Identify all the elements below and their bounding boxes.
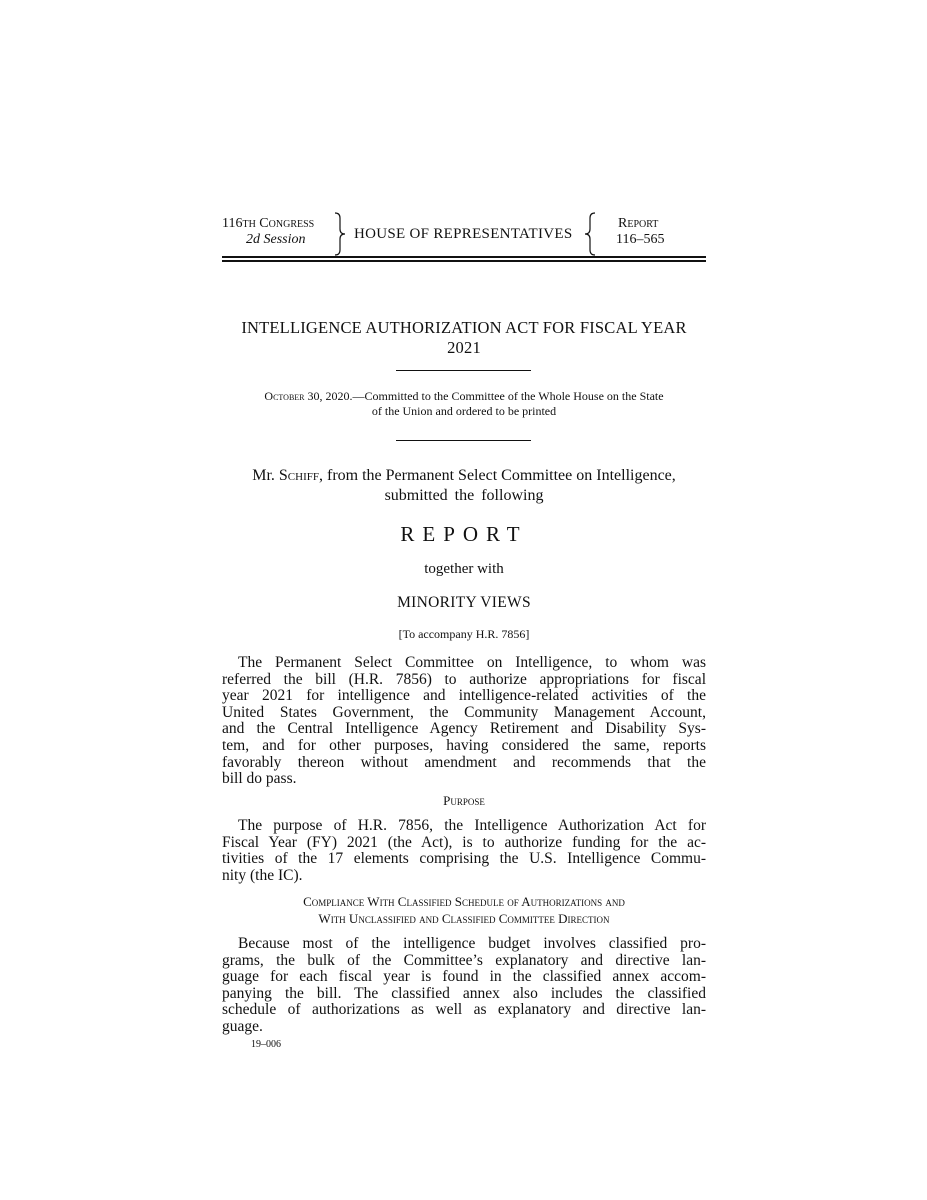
document-title	[222, 318, 706, 358]
footer-code: 19–006	[251, 1039, 281, 1050]
intro-line-2: submitted the following	[384, 487, 544, 504]
report-number: 116–565	[616, 232, 665, 247]
accompany-note: [To accompany H.R. 7856]	[398, 627, 530, 641]
title-rule	[396, 370, 531, 371]
header-rule-bottom	[222, 260, 706, 262]
paragraph-line: panying the bill. The classified annex also includes the classified	[222, 984, 706, 1002]
member-name: Schiff	[278, 467, 319, 484]
paragraph-line: United States Government, the Community Management Account,	[222, 703, 706, 721]
paragraph-line: favorably thereon without amendment and recommends that the	[222, 753, 706, 771]
paragraph-line: and the Central Intelligence Agency Retirement and Disability Sys-	[222, 720, 706, 738]
title-line-2: 2021	[447, 338, 481, 357]
intro-line-1-rest: , from the Permanent Select Committee on Intelligence,	[318, 467, 676, 484]
paragraph-3	[222, 936, 706, 1036]
chamber-label: HOUSE OF REPRESENTATIVES	[354, 226, 573, 242]
paragraph-line: year 2021 for intelligence and intelligence-related activities of the	[222, 687, 706, 705]
paragraph-line: The Permanent Select Committee on Intelligence, to whom was	[238, 654, 706, 671]
congress-label: 116th Congress	[222, 216, 315, 231]
left-brace-icon	[584, 212, 596, 256]
together-with: together with	[424, 561, 504, 577]
right-brace-icon	[334, 212, 346, 256]
paragraph-line: guage.	[222, 1017, 263, 1035]
paragraph-line: tem, and for other purposes, having considered the same, reports	[222, 736, 706, 754]
paragraph-line: bill do pass.	[222, 770, 297, 788]
paragraph-line: grams, the bulk of the Committee’s explanatory and directive lan-	[222, 951, 706, 969]
date-rule	[396, 440, 531, 441]
title-line-1: INTELLIGENCE AUTHORIZATION ACT FOR FISCAL YEAR	[241, 318, 687, 337]
session-label: 2d Session	[246, 232, 306, 247]
committal-note	[222, 389, 706, 419]
header-rule-top	[222, 256, 706, 258]
report-heading: REPORT	[400, 522, 528, 546]
minority-views: MINORITY VIEWS	[397, 594, 531, 611]
report-label: Report	[618, 216, 659, 231]
paragraph-line: guage for each fiscal year is found in the classified annex accom-	[222, 968, 706, 986]
intro-prefix: Mr.	[252, 467, 279, 484]
paragraph-1	[222, 655, 706, 788]
committal-text-1: .—Committed to the Committee of the Whole House on the State	[349, 389, 664, 403]
paragraph-line: Fiscal Year (FY) 2021 (the Act), is to authorize funding for the ac-	[222, 833, 706, 851]
submission-statement	[222, 466, 706, 506]
report-header	[222, 212, 706, 256]
paragraph-line: tivities of the 17 elements comprising the U.S. Intelligence Commu-	[222, 850, 706, 868]
paragraph-line: schedule of authorizations as well as explanatory and directive lan-	[222, 1001, 706, 1019]
compliance-heading-line-1: Compliance With Classified Schedule of Authorizations and	[303, 894, 625, 909]
paragraph-line: The purpose of H.R. 7856, the Intelligence Authorization Act for	[238, 817, 706, 834]
paragraph-line: referred the bill (H.R. 7856) to authorize appropriations for fiscal	[222, 670, 706, 688]
compliance-heading-line-2: With Unclassified and Classified Committee Direction	[318, 911, 610, 926]
committal-date: October 30, 2020	[264, 389, 350, 403]
paragraph-2	[222, 818, 706, 884]
compliance-heading	[222, 893, 706, 927]
purpose-heading: Purpose	[443, 793, 485, 808]
paragraph-line: nity (the IC).	[222, 866, 303, 884]
committal-text-2: of the Union and ordered to be printed	[371, 404, 557, 418]
paragraph-line: Because most of the intelligence budget involves classified pro-	[238, 935, 706, 952]
